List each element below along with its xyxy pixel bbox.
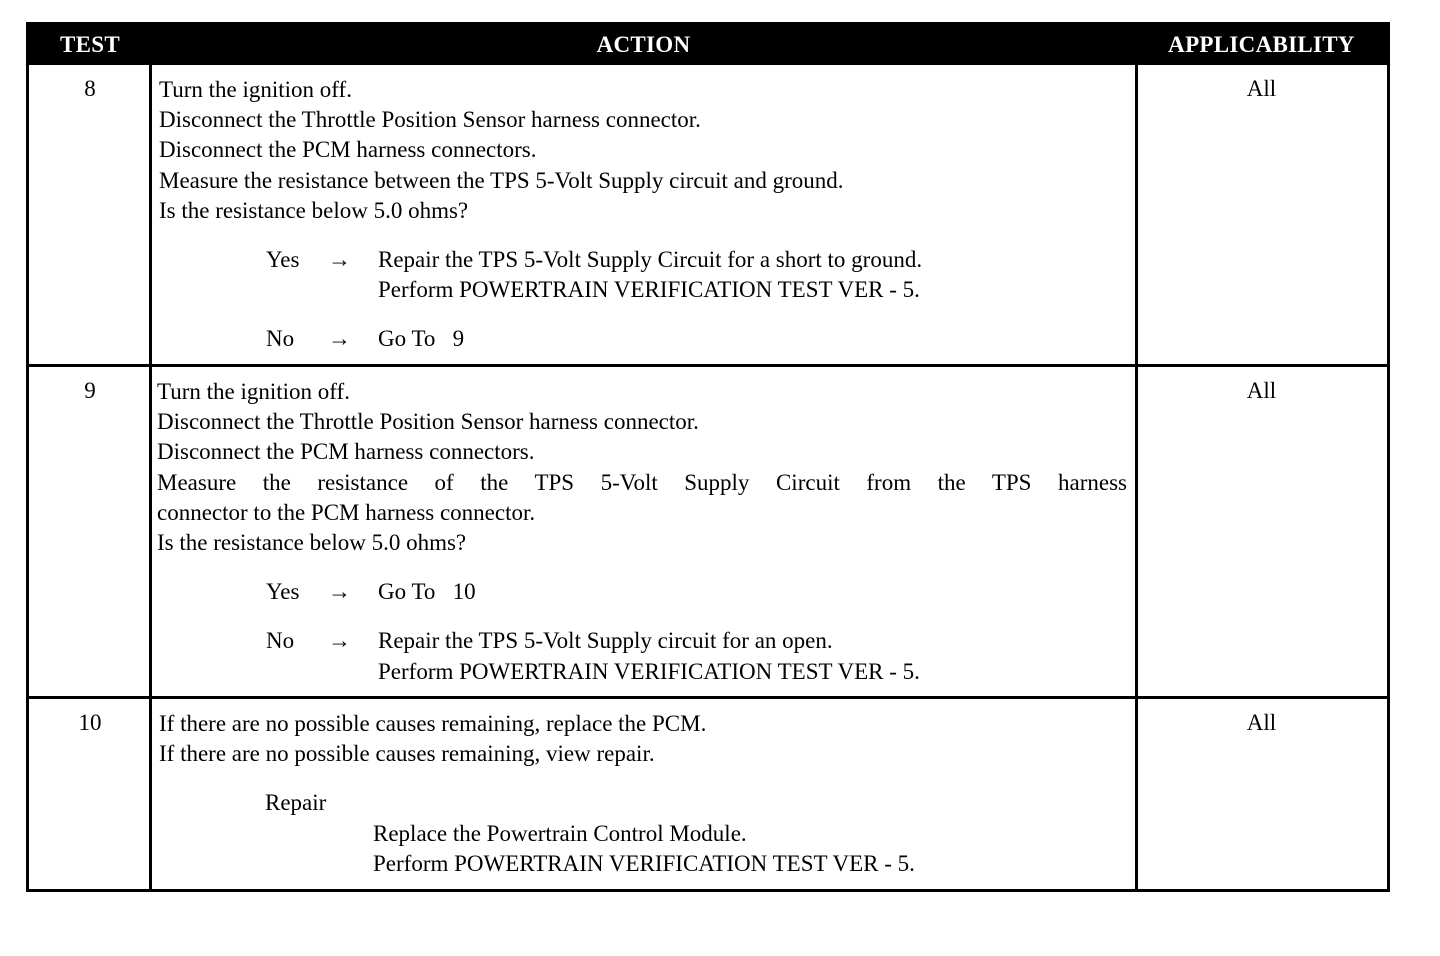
arrow-icon: → <box>328 579 351 605</box>
action-step: Disconnect the Throttle Position Sensor harness connector. <box>159 107 701 133</box>
no-result: Perform POWERTRAIN VERIFICATION TEST VER - 5. <box>378 658 920 684</box>
no-label: No <box>266 326 295 352</box>
action-cell <box>157 377 1127 687</box>
action-step: Turn the ignition off. <box>157 379 350 404</box>
no-branch <box>266 626 1127 686</box>
row-divider <box>29 696 1387 699</box>
action-step: Is the resistance below 5.0 ohms? <box>159 197 469 223</box>
no-label: No <box>266 628 295 654</box>
header-applicability: APPLICABILITY <box>1168 32 1355 57</box>
repair-step: Perform POWERTRAIN VERIFICATION TEST VER - 5. <box>373 850 915 876</box>
test-number: 10 <box>78 710 102 735</box>
action-step: Disconnect the PCM harness connectors. <box>157 439 535 465</box>
arrow-icon: → <box>328 326 351 352</box>
yes-result: Perform POWERTRAIN VERIFICATION TEST VER - 5. <box>378 277 920 303</box>
no-branch <box>266 324 1127 354</box>
column-divider <box>149 65 152 889</box>
yes-label: Yes <box>266 579 300 605</box>
action-step: Measure the resistance of the TPS 5-Volt Supply Circuit from the TPS harness <box>157 469 1127 495</box>
yes-result: Go To 10 <box>378 579 476 605</box>
repair-label: Repair <box>265 790 327 816</box>
action-step: If there are no possible causes remaining, replace the PCM. <box>159 711 707 736</box>
row-divider <box>29 364 1387 367</box>
action-step: If there are no possible causes remaining, view repair. <box>159 741 655 767</box>
action-step: Is the resistance below 5.0 ohms? <box>157 529 467 555</box>
action-step: Disconnect the PCM harness connectors. <box>159 137 537 163</box>
yes-result: Repair the TPS 5-Volt Supply Circuit for a short to ground. <box>378 246 923 272</box>
header-test: TEST <box>59 32 120 57</box>
yes-branch <box>266 577 1127 607</box>
no-result: Go To 9 <box>378 326 465 352</box>
test-number: 9 <box>84 378 96 403</box>
action-step: Disconnect the Throttle Position Sensor harness connector. <box>157 409 699 435</box>
applicability-value: All <box>1246 76 1277 101</box>
action-step: Measure the resistance between the TPS 5-Volt Supply circuit and ground. <box>159 167 844 193</box>
arrow-icon: → <box>328 246 351 272</box>
action-step: connector to the PCM harness connector. <box>157 499 536 525</box>
action-cell <box>159 709 1127 879</box>
repair-step: Replace the Powertrain Control Module. <box>373 820 747 846</box>
yes-branch <box>266 245 1127 305</box>
applicability-value: All <box>1246 710 1277 735</box>
column-divider <box>1135 65 1138 889</box>
test-number: 8 <box>84 76 96 101</box>
no-result: Repair the TPS 5-Volt Supply circuit for an open. <box>378 628 833 654</box>
arrow-icon: → <box>328 628 351 654</box>
action-step: Turn the ignition off. <box>159 77 352 102</box>
table-header <box>29 25 1387 65</box>
header-action: ACTION <box>596 32 691 57</box>
applicability-value: All <box>1246 378 1277 403</box>
yes-label: Yes <box>266 246 300 272</box>
action-cell <box>159 75 1127 355</box>
diagnostic-table <box>26 22 1390 892</box>
